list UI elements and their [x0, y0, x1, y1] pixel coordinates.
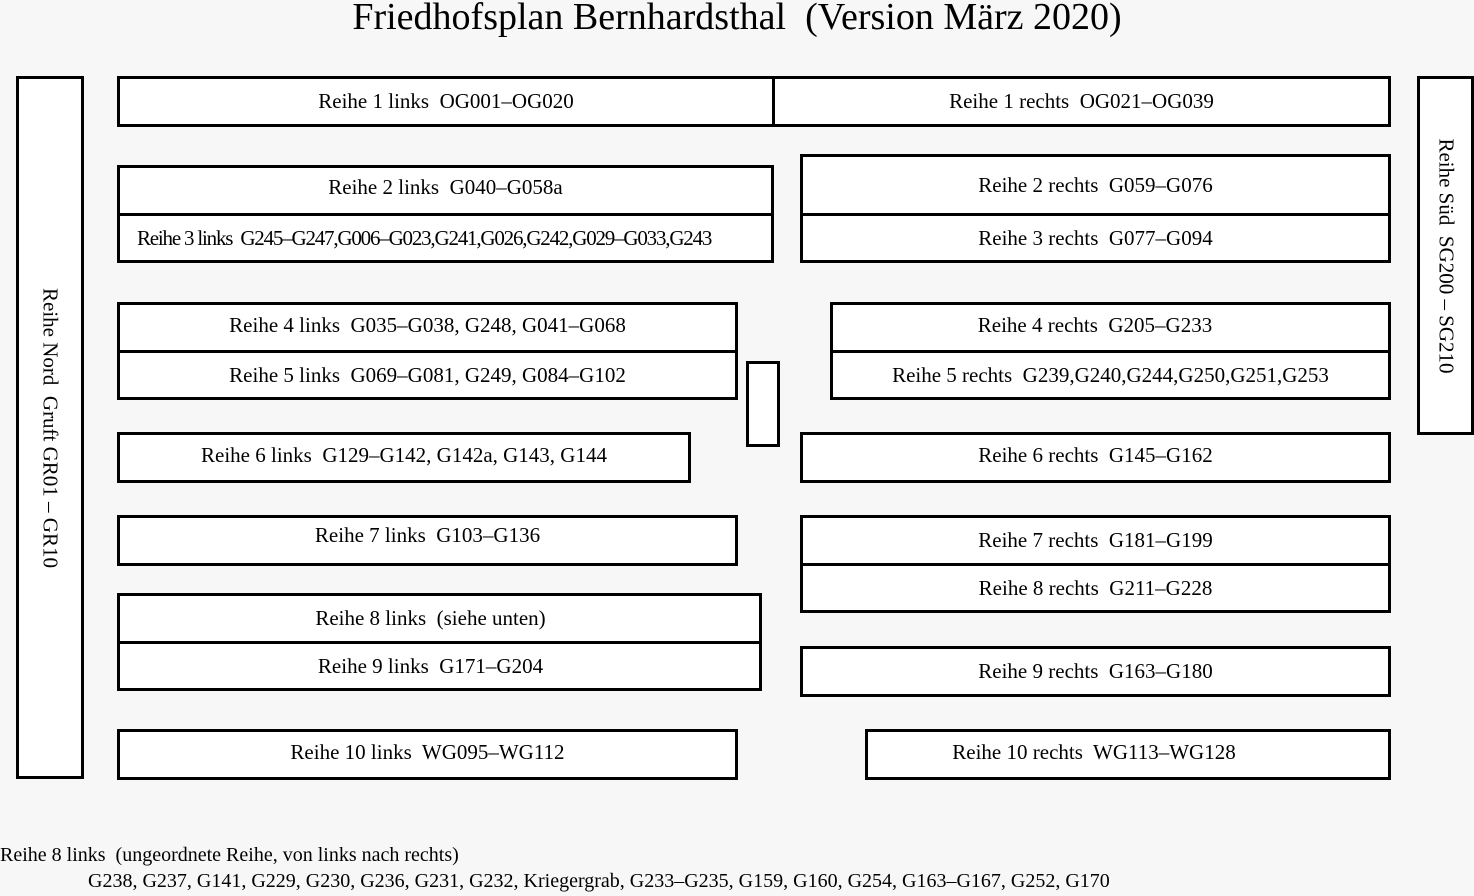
row-7-8-rechts-block	[800, 515, 1391, 613]
row-sued	[1417, 76, 1474, 435]
row-7-rechts: Reihe 7 rechts G181–G199	[978, 528, 1213, 552]
row-5-rechts: Reihe 5 rechts G239,G240,G244,G250,G251,G253	[892, 362, 1329, 387]
row-1-links: Reihe 1 links OG001–OG020	[318, 89, 574, 113]
row-10-links-block	[117, 729, 738, 780]
footnote-heading: Reihe 8 links (ungeordnete Reihe, von links nach rechts)	[0, 844, 459, 866]
row-2-3-rechts-block	[800, 154, 1391, 263]
row-10-links: Reihe 10 links WG095–WG112	[290, 739, 565, 764]
page-title: Friedhofsplan Bernhardsthal (Version März 2020)	[352, 0, 1122, 38]
row-6-links: Reihe 6 links G129–G142, G142a, G143, G144	[201, 442, 607, 467]
row-2-rechts: Reihe 2 rechts G059–G076	[978, 172, 1213, 197]
row-7-links-block	[117, 515, 738, 566]
row-3-links: Reihe 3 links G245–G247,G006–G023,G241,G026,G242,G029–G033,G243	[137, 225, 712, 250]
row-4-links: Reihe 4 links G035–G038, G248, G041–G068	[229, 312, 626, 337]
row-4-5-rechts-block	[830, 302, 1391, 400]
row-8-9-links-block	[117, 593, 762, 691]
row-5-links: Reihe 5 links G069–G081, G249, G084–G102	[229, 362, 626, 387]
row-1-rechts: Reihe 1 rechts OG021–OG039	[949, 89, 1214, 113]
row-10-rechts: Reihe 10 rechts WG113–WG128	[952, 739, 1236, 764]
row-6-rechts: Reihe 6 rechts G145–G162	[978, 442, 1213, 467]
row-9-links: Reihe 9 links G171–G204	[317, 653, 544, 678]
row-6-links-block	[117, 432, 691, 483]
row-nord-gruft	[16, 76, 84, 779]
row-1-block	[117, 76, 1391, 127]
center-small-box	[746, 361, 780, 447]
row-8-rechts: Reihe 8 rechts G211–G228	[978, 575, 1213, 600]
row-6-rechts-block	[800, 432, 1391, 483]
row-7-links: Reihe 7 links G103–G136	[314, 522, 541, 547]
row-10-rechts-block	[865, 729, 1391, 780]
row-nord-label: Reihe Nord Gruft GR01 – GR10	[38, 287, 63, 568]
row-9-rechts-block	[800, 646, 1391, 697]
footnote-list: G238, G237, G141, G229, G230, G236, G231, G232, Kriegergrab, G233–G235, G159, G160, G254, G163–G167, G252, G170	[88, 870, 1110, 892]
row-2-3-links-block	[117, 165, 774, 263]
row-3-rechts: Reihe 3 rechts G077–G094	[978, 225, 1213, 250]
row-sued-label: Reihe Süd SG200 – SG210	[1434, 137, 1458, 374]
row-2-links: Reihe 2 links G040–G058a	[328, 174, 563, 199]
row-4-5-links-block	[117, 302, 738, 400]
row-4-rechts: Reihe 4 rechts G205–G233	[977, 312, 1213, 337]
row-9-rechts: Reihe 9 rechts G163–G180	[978, 659, 1213, 683]
row-8-links: Reihe 8 links (siehe unten)	[315, 606, 546, 630]
